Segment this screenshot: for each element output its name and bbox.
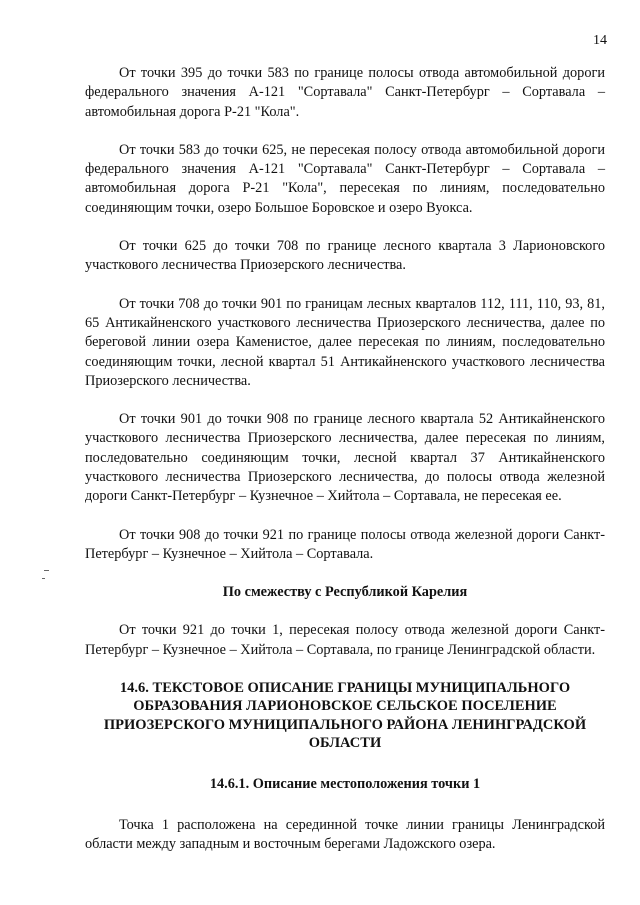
document-body: [85, 64, 605, 873]
scan-mark: [44, 570, 49, 571]
page-number: 14: [593, 33, 607, 48]
subsection-title: 14.6.1. Описание местоположения точки 1: [209, 775, 481, 792]
paragraph-point-1: Точка 1 расположена на серединной точке линии границы Ленинградской области между западным и восточным берегами Ладожского озера.: [85, 816, 605, 853]
paragraph-points-583-625: От точки 583 до точки 625, не пересекая полосу отвода автомобильной дороги федерального значения А-121 "Сортавала" Санкт-Петербург – Сортавала – автомобильная дорога Р-21 "Кола", пересекая по линиям, последовательно соединяющим точки, озеро Большое Боровское и озеро Вуокса.: [85, 141, 605, 216]
paragraph-points-921-1: От точки 921 до точки 1, пересекая полосу отвода железной дороги Санкт-Петербург – Кузнечное – Хийтола – Сортавала, по границе Ленинградской области.: [85, 622, 605, 658]
section-title: 14.6. ТЕКСТОВОЕ ОПИСАНИЕ ГРАНИЦЫ МУНИЦИПАЛЬНОГО ОБРАЗОВАНИЯ ЛАРИОНОВСКОЕ СЕЛЬСКОЕ ПОСЕЛЕНИЕ ПРИОЗЕРСКОГО МУНИЦИПАЛЬНОГО РАЙОНА ЛЕНИНГРАДСКОЙ ОБЛАСТИ: [103, 679, 587, 752]
paragraph-points-625-708: От точки 625 до точки 708 по границе лесного квартала 3 Ларионовского участкового лесничества Приозерского лесничества.: [85, 238, 605, 274]
paragraph-points-908-921: От точки 908 до точки 921 по границе полосы отвода железной дороги Санкт-Петербург – Кузнечное – Хийтола – Сортавала.: [85, 526, 605, 562]
scan-mark: [42, 578, 45, 579]
paragraph-points-901-908: От точки 901 до точки 908 по границе лесного квартала 52 Антикайненского участкового лесничества Приозерского лесничества, далее пересекая по линиям, последовательно соединяющим точки, лесной квартал 37 Антикайненского участкового лесничества Приозерского лесничества, до полосы отвода железной дороги Санкт-Петербург – Кузнечное – Хийтола – Сортавала, не пересекая ее.: [85, 411, 605, 505]
paragraph-points-708-901: От точки 708 до точки 901 по границам лесных кварталов 112, 111, 110, 93, 81, 65 Антикайненского участкового лесничества Приозерского лесничества, далее по береговой линии озера Каменистое, далее пересекая по линиям, последовательно соединяющим точки, лесной квартал 51 Антикайненского участкового лесничества Приозерского лесничества.: [85, 295, 605, 389]
karelia-subheading: По смежеству с Республикой Карелия: [222, 584, 468, 601]
paragraph-points-395-583: От точки 395 до точки 583 по границе полосы отвода автомобильной дороги федерального значения А-121 "Сортавала" Санкт-Петербург – Сортавала – автомобильная дорога Р-21 "Кола".: [85, 65, 605, 120]
